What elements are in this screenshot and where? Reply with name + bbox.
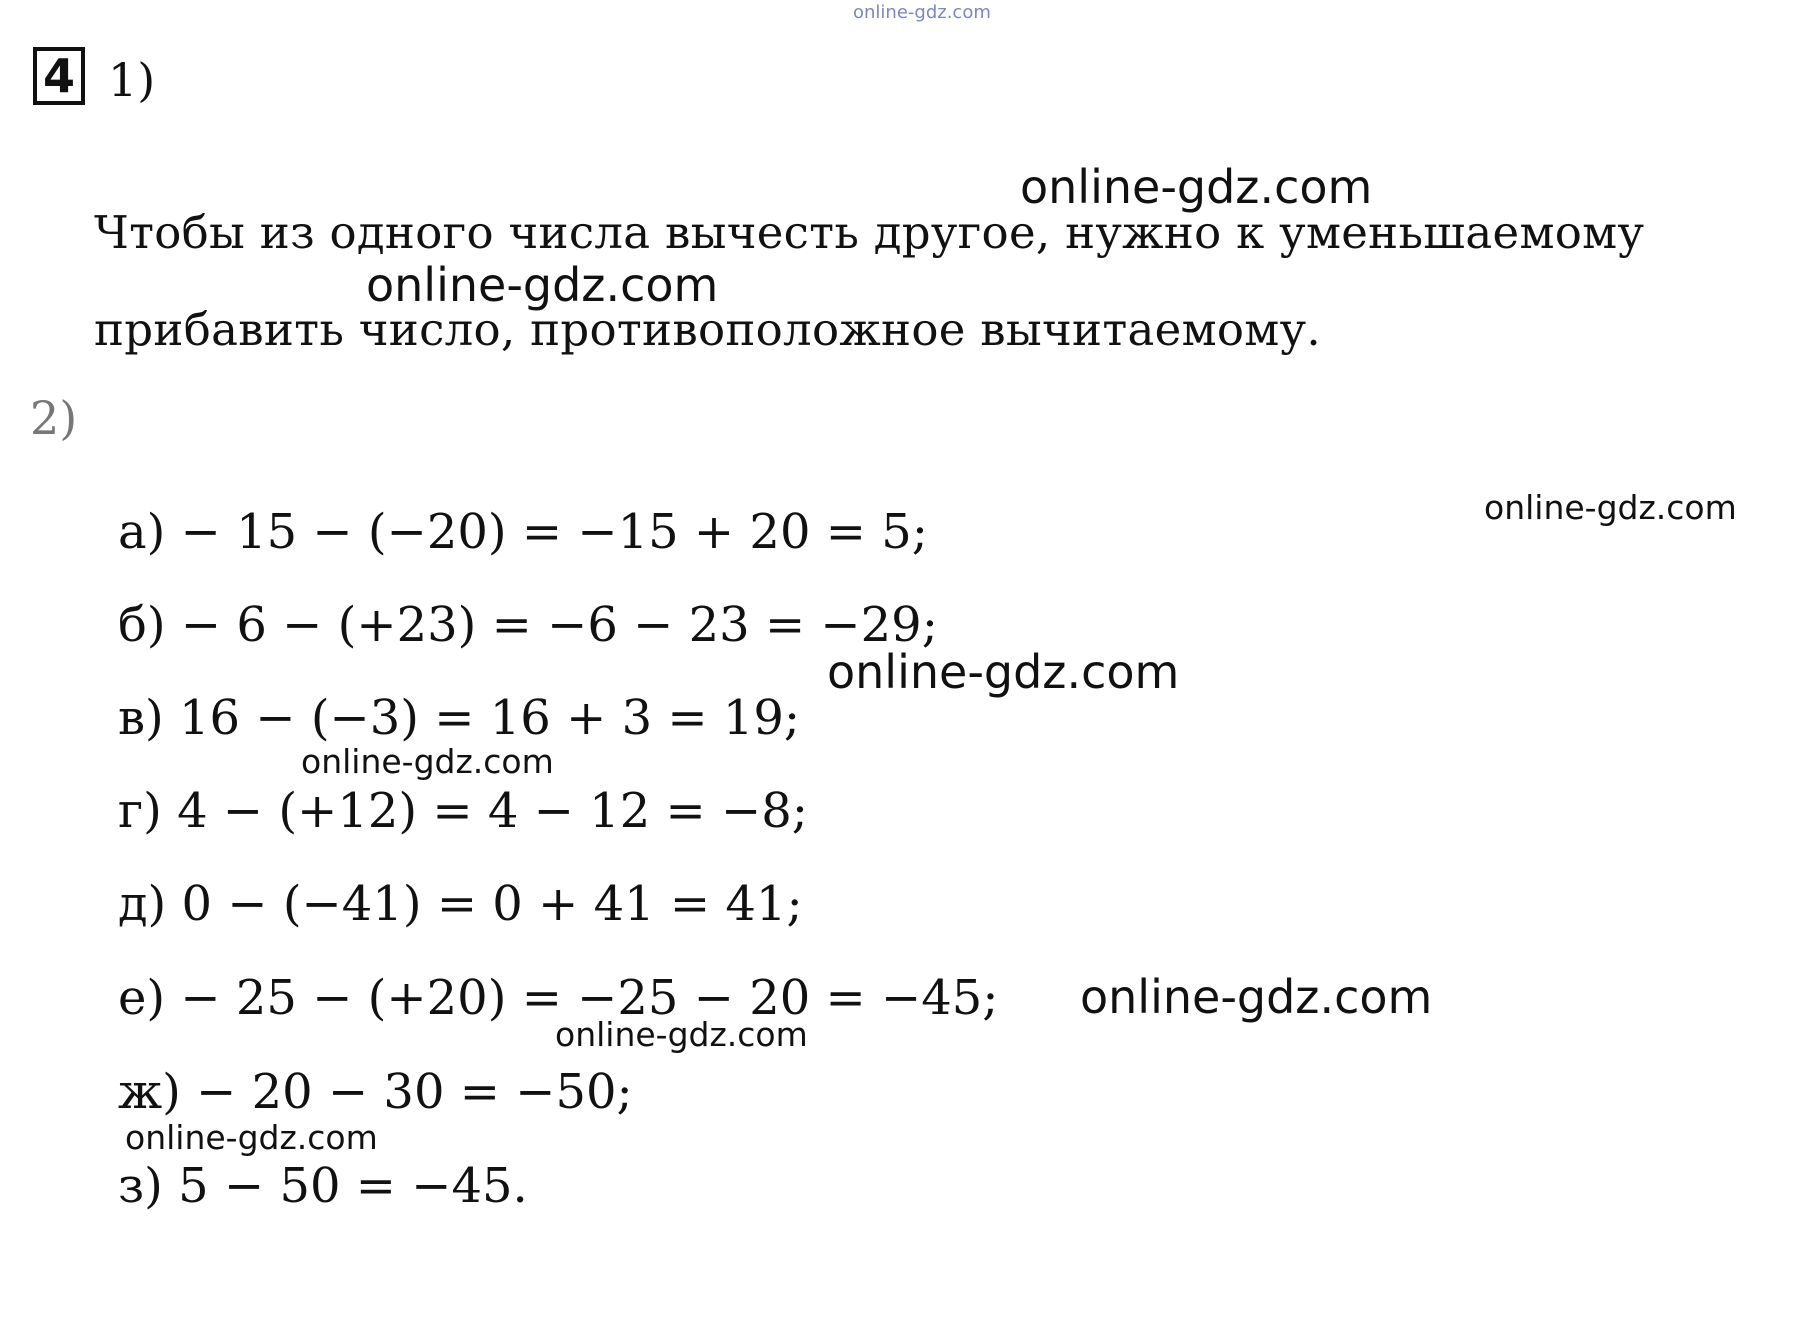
equation-b: б) − 6 − (+23) = −6 − 23 = −29; bbox=[118, 597, 938, 653]
task-number-box: 4 bbox=[33, 47, 85, 105]
part-2-label: 2) bbox=[30, 391, 78, 445]
equation-z: з) 5 − 50 = −45. bbox=[118, 1158, 528, 1214]
watermark: online-gdz.com bbox=[555, 1015, 808, 1054]
equation-v: в) 16 − (−3) = 16 + 3 = 19; bbox=[118, 690, 801, 746]
header-watermark: online-gdz.com bbox=[853, 2, 991, 23]
watermark: online-gdz.com bbox=[1484, 488, 1737, 527]
watermark: online-gdz.com bbox=[301, 742, 554, 781]
equation-e: е) − 25 − (+20) = −25 − 20 = −45; bbox=[118, 970, 999, 1026]
rule-text-line-1: Чтобы из одного числа вычесть другое, нужно к уменьшаемому bbox=[94, 206, 1645, 259]
watermark: online-gdz.com bbox=[125, 1118, 378, 1157]
equation-zh: ж) − 20 − 30 = −50; bbox=[118, 1064, 633, 1120]
equation-a: а) − 15 − (−20) = −15 + 20 = 5; bbox=[118, 504, 928, 560]
rule-text-line-2: прибавить число, противоположное вычитаемому. bbox=[94, 303, 1321, 356]
watermark: online-gdz.com bbox=[1020, 160, 1373, 214]
watermark: online-gdz.com bbox=[1080, 970, 1433, 1024]
watermark: online-gdz.com bbox=[827, 645, 1180, 699]
equation-g: г) 4 − (+12) = 4 − 12 = −8; bbox=[118, 783, 808, 839]
equation-d: д) 0 − (−41) = 0 + 41 = 41; bbox=[118, 876, 803, 932]
part-1-label: 1) bbox=[108, 53, 156, 107]
watermark: online-gdz.com bbox=[366, 258, 719, 312]
